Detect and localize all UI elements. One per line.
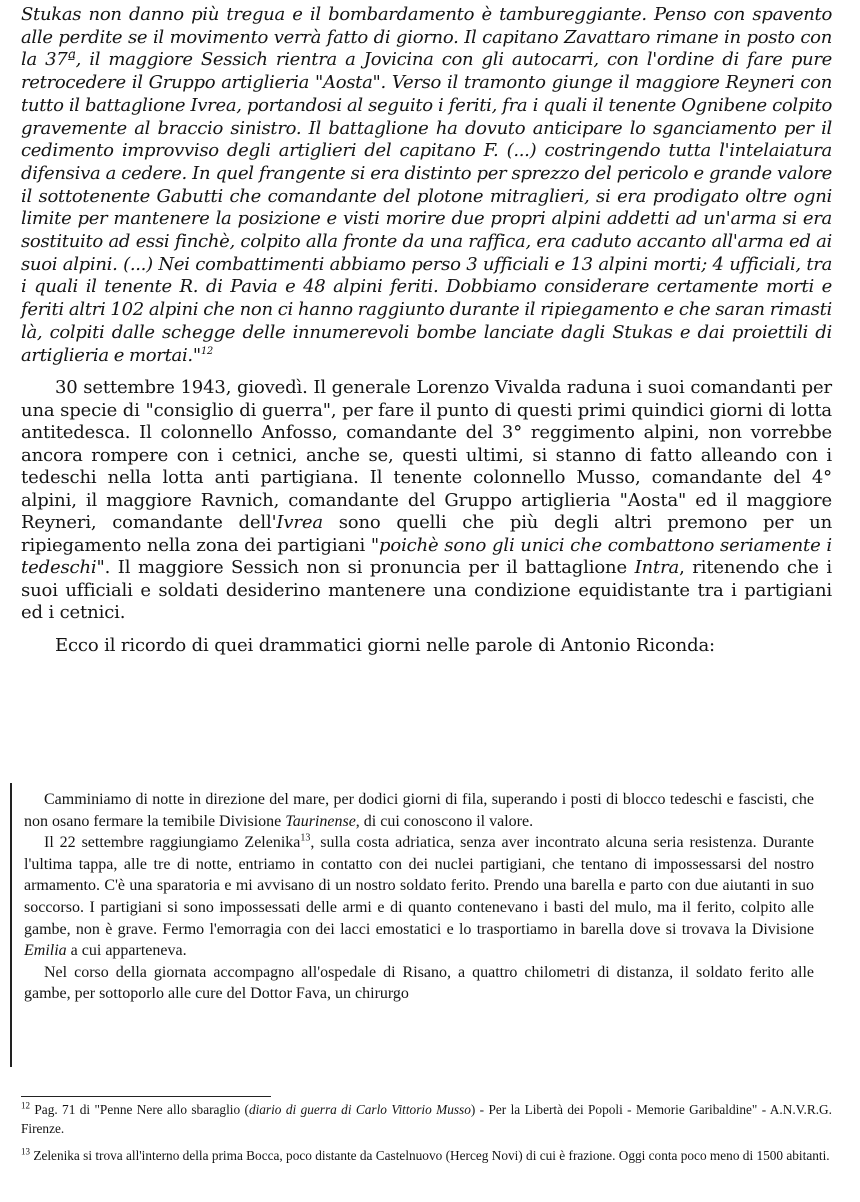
paragraph-30-settembre	[21, 377, 832, 625]
memoir-text	[24, 789, 814, 1005]
footnote-12	[21, 1100, 832, 1138]
footnote-ref-12[interactable]: 12	[200, 345, 213, 357]
paragraph-text: sono quelli che più degli altri premono per un ripiegamento nella zona dei partigiani "	[21, 512, 833, 556]
footnote-number: 12	[21, 1100, 30, 1111]
italic-text: Taurinense	[285, 812, 356, 830]
memoir-text-span: Camminiamo di notte in direzione del mare, per dodici giorni di fila, superando i posti di blocco tedeschi e fascisti, che non osano fermare la temibile Divisione	[24, 791, 814, 830]
memoir-paragraph-1	[24, 789, 814, 832]
memoir-block	[10, 783, 814, 1067]
footnote-separator	[21, 1096, 271, 1097]
italic-text: diario di guerra di Carlo Vittorio Musso	[248, 1102, 471, 1117]
page	[21, 0, 832, 657]
footnote-text: Pag. 71 di "Penne Nere allo sbaraglio (	[30, 1102, 249, 1117]
footnote-number: 13	[21, 1146, 30, 1157]
quoted-diary-excerpt	[21, 0, 832, 367]
footnote-text: ) - Per la Libertà dei Popoli - Memorie Garibaldine" - A.N.V.R.G. Firenze.	[21, 1102, 832, 1136]
italic-text: Emilia	[24, 942, 67, 960]
quote-text: Stukas non danno più tregua e il bombardamento è tambureggiante. Penso con spavento alle perdite se il movimento verrà fatto di giorno. Il capitano Zavattaro rimane in posto con la 37ª, il maggiore Sessich rientra a Jovicina con gli autocarri, con l'ordine di fare pure retrocedere il Gruppo artiglieria "Aosta". Verso il tramonto giunge il maggiore Reyneri con tutto il battaglione Ivrea, portandosi al seguito i feriti, fra i quali il tenente Ognibene colpito gravemente al braccio sinistro. Il battaglione ha dovuto anticipare lo sganciamento per il cedimento improvviso degli artiglieri del capitano F. (...) costringendo tutta l'intelaiatura difensiva a cedere. In quel frangente si era distinto per sprezzo del pericolo e grande valore il sottotenente Gabutti che comandante del plotone mitraglieri, si era prodigato oltre ogni limite per mantenere la posizione e visti morire due propri alpini addetti ad un'arma si era sostituito ad essi finchè, colpito alla fronte da una raffica, era caduto accanto all'arma ed ai suoi alpini. (...) Nei combattimenti abbiamo perso 3 ufficiali e 13 alpini morti; 4 ufficiali, tra i quali il tenente R. di Pavia e 48 alpini feriti. Dobbiamo considerare certamente morti e feriti altri 102 alpini che non ci hanno raggiunto durante il ripiegamento e che saran rimasti là, colpiti dalle schegge delle innumerevoli bombe lanciate dagli Stukas e dai proiettili di artiglieria e mortai."	[21, 4, 832, 366]
memoir-paragraph-3: Nel corso della giornata accompagno all'ospedale di Risano, a quattro chilometri di distanza, il soldato ferito alle gambe, per sottoporlo alle cure del Dottor Fava, un chirurgo	[24, 963, 814, 1003]
memoir-text-span: , di cui conoscono il valore.	[355, 812, 534, 830]
footnotes	[21, 1100, 832, 1173]
italic-quote: poichè sono gli unici che combattono seriamente i tedeschi	[21, 534, 832, 579]
footnote-13	[21, 1146, 832, 1165]
footnote-text: Zelenika si trova all'interno della prima Bocca, poco distante da Castelnuovo (Herceg Novi) di cui è frazione. Oggi conta poco meno di 1500 abitanti.	[30, 1148, 830, 1163]
italic-text: Ivrea	[276, 512, 323, 534]
footnote-ref-13[interactable]: 13	[300, 832, 311, 844]
paragraph-text: , ritenendo che i suoi ufficiali e soldati desiderino mantenere una condizione equidistante tra i partigiani ed i cetnici.	[21, 557, 832, 624]
paragraph-text: ". Il maggiore Sessich non si pronuncia per il battaglione	[96, 557, 635, 579]
italic-text: Intra	[634, 557, 680, 579]
memoir-text-span: Il 22 settembre raggiungiamo Zelenika	[44, 834, 301, 852]
paragraph-intro-riconda: Ecco il ricordo di quei drammatici giorni nelle parole di Antonio Riconda:	[55, 634, 715, 656]
memoir-paragraph-2	[24, 832, 814, 962]
paragraph-text: 30 settembre 1943, giovedì. Il generale Lorenzo Vivalda raduna i suoi comandanti per una specie di "consiglio di guerra", per fare il punto di questi primi quindici giorni di lotta antitedesca. Il colonnello Anfosso, comandante del 3° reggimento alpini, non vorrebbe ancora rompere con i cetnici, anche se, questi ultimi, si stanno di fatto alleando con i tedeschi nella lotta anti partigiana. Il tenente colonnello Musso, comandante del 4° alpini, il maggiore Ravnich, comandante del Gruppo artiglieria "Aosta" ed il maggiore Reyneri, comandante dell'	[21, 377, 832, 534]
memoir-text-span: , sulla costa adriatica, senza aver incontrato alcuna seria resistenza. Durante l'ultima tappa, alle tre di notte, entriamo in contatto con dei nuclei partigiani, che tentano di impossessarsi del nostro armamento. C'è una sparatoria e mi avvisano di un nostro soldato ferito. Prendo una barella e parto con due aiutanti in suo soccorso. I partigiani si sono impossessati delle armi e di quanto contenevano i basti del mulo, ma il ferito, colpito alle gambe, non è grave. Fermo l'emorragia con dei lacci emostatici e lo trasportiamo in barella dove si trovava la Divisione	[24, 834, 814, 938]
memoir-text-span: a cui apparteneva.	[66, 942, 187, 960]
